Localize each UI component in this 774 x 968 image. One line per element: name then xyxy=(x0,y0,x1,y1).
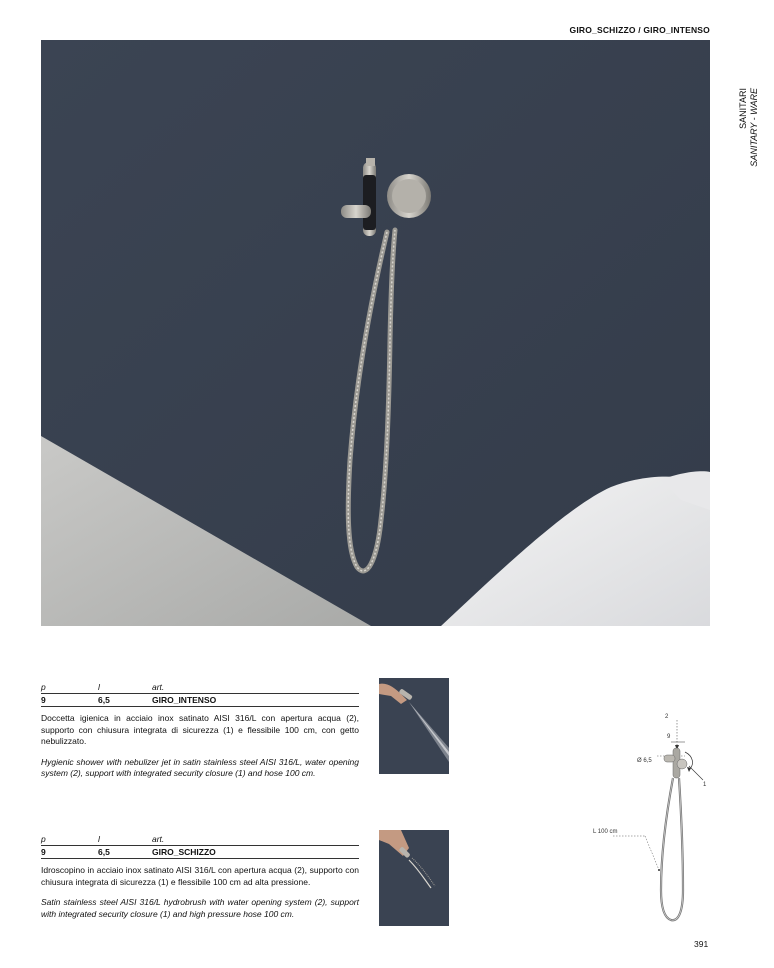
col-p-header: p xyxy=(41,834,46,844)
spec-value-row xyxy=(41,693,359,707)
spec-header-row xyxy=(41,682,359,693)
value-p: 9 xyxy=(41,847,46,857)
diagram-label-diameter: Ø 6,5 xyxy=(637,758,652,764)
product-giro-intenso xyxy=(41,682,359,780)
technical-drawing xyxy=(585,700,725,930)
section-side-label xyxy=(738,88,766,168)
diagram-label-1: 1 xyxy=(703,782,707,788)
spec-value-row xyxy=(41,845,359,859)
value-l: 6,5 xyxy=(98,695,110,705)
col-p-header: p xyxy=(41,682,46,692)
col-art-header: art. xyxy=(152,834,165,844)
description-italian: Idroscopino in acciaio inox satinato AISI 316/L con apertura acqua (2), supporto con chiusura integrata di sicurezza (1) e flessibile 100 cm ad alta pressione. xyxy=(41,865,359,887)
diagram-label-hose-length: L 100 cm xyxy=(593,829,618,835)
description-italian: Doccetta igienica in acciaio inox satinato AISI 316/L con apertura acqua (2), supporto con chiusura integrata di sicurezza (1) e flessibile 100 cm, con getto nebulizzato. xyxy=(41,713,359,746)
value-p: 9 xyxy=(41,695,46,705)
description-english: Satin stainless steel AISI 316/L hydrobrush with water opening system (2), support with integrated security closure (1) and high pressure hose 100 cm. xyxy=(41,897,359,919)
product-giro-schizzo xyxy=(41,834,359,920)
page-number: 391 xyxy=(694,939,709,949)
side-label-en: SANITARY - WARE xyxy=(749,88,759,167)
thumb-giro-intenso-photo xyxy=(379,678,449,774)
side-label-it: SANITARI xyxy=(738,88,748,129)
col-l-header: l xyxy=(98,682,100,692)
value-art: GIRO_SCHIZZO xyxy=(152,847,216,857)
description-english: Hygienic shower with nebulizer jet in satin stainless steel AISI 316/L, water opening system (2), support with integrated security closure (1) and hose 100 cm. xyxy=(41,756,359,778)
thumb-giro-schizzo-photo xyxy=(379,830,449,926)
page-header-title: GIRO_SCHIZZO / GIRO_INTENSO xyxy=(569,25,710,35)
spec-header-row xyxy=(41,834,359,845)
col-art-header: art. xyxy=(152,682,165,692)
hero-product-photo xyxy=(41,40,710,626)
col-l-header: l xyxy=(98,834,100,844)
diagram-label-9: 9 xyxy=(667,734,671,740)
value-l: 6,5 xyxy=(98,847,110,857)
diagram-label-2: 2 xyxy=(665,714,669,720)
value-art: GIRO_INTENSO xyxy=(152,695,217,705)
